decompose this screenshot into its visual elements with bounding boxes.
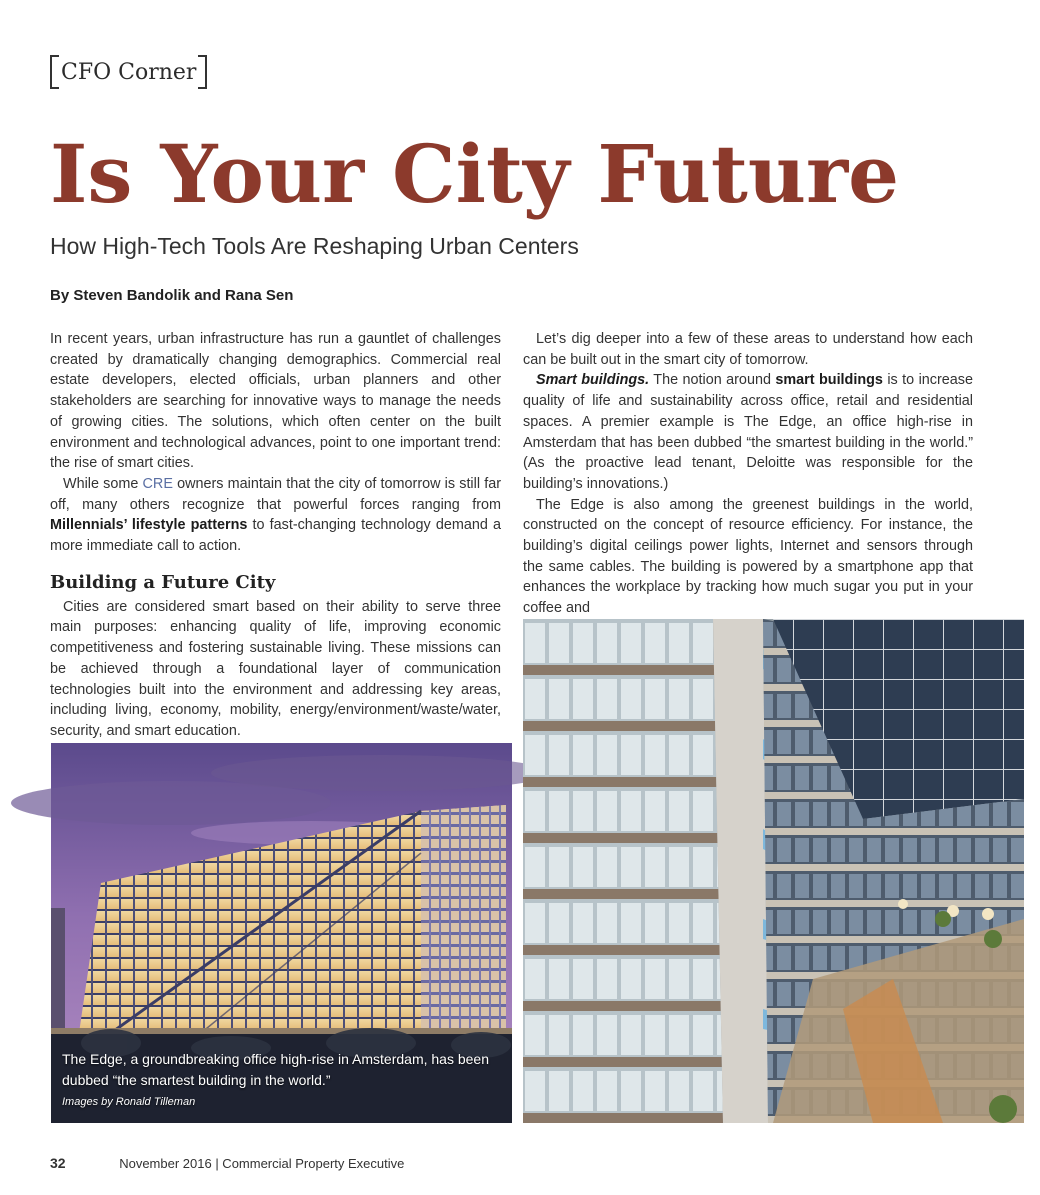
caption-text: The Edge, a groundbreaking office high-rise in Amsterdam, has been dubbed “the smartest building in the world.”	[62, 1051, 489, 1088]
smart-buildings-link[interactable]: smart buildings	[775, 372, 883, 389]
subhead: How High-Tech Tools Are Reshaping Urban Centers	[50, 233, 579, 259]
millennials-link[interactable]: Millennials’ lifestyle patterns	[50, 517, 248, 534]
page-footer	[50, 1155, 404, 1171]
text-run: to fast-changing technology demand a more immediate call to action.	[50, 517, 501, 555]
section-tag-label: CFO Corner	[61, 59, 197, 85]
right-paragraph-3: The Edge is also among the greenest buildings in the world, constructed on the concept of resource efficiency. For instance, the building’s digital ceilings power lights, Internet and sensors through the same cables. The building is powered by a smartphone app that enhances the workplace by tracking how much sugar you put in your coffee and	[523, 496, 973, 617]
cre-link[interactable]: CRE	[142, 475, 173, 492]
text-run: While some	[63, 475, 143, 492]
photo-caption	[62, 1049, 502, 1109]
left-column	[50, 329, 501, 742]
left-paragraph-3: Cities are considered smart based on their ability to serve three main purposes: enhancing quality of life, improving economic competitiveness and fostering sustainable living. These missions can be achieved through a foundational layer of communication technologies built into the environment and addressing key areas, including living, economy, mobility, energy/environment/waste/water, security, and smart education.	[50, 598, 501, 739]
text-run: is to increase quality of life and sustainability across office, retail and residential spaces. A premier example is The Edge, an office high-rise in Amsterdam that has been dubbed “the smartest building in the world.” (As the proactive lead tenant, Deloitte was responsible for the building’s innovations.)	[523, 372, 973, 492]
lead-in: Smart buildings.	[536, 372, 650, 389]
section-tag	[50, 55, 207, 89]
photo-credit: Images by Ronald Tilleman	[62, 1096, 196, 1108]
section-heading: Building a Future City	[50, 571, 276, 593]
text-run: The notion around	[649, 372, 776, 389]
page-number: 32	[50, 1155, 66, 1171]
headline: Is Your City Future	[50, 127, 900, 221]
text-run: owners maintain that the city of tomorrow is still far off, many others recognize that powerful forces ranging from	[50, 475, 501, 513]
byline: By Steven Bandolik and Rana Sen	[50, 287, 294, 304]
left-paragraph-2	[50, 474, 501, 557]
left-paragraph-1: In recent years, urban infrastructure has run a gauntlet of challenges created by dramatically changing demographics. Commercial real estate developers, elected officials, urban planners and other stakeholders are searching for innovative ways to manage the needs of growing cities. The solutions, which often center on the built environment and technological advances, point to one important trend: the rise of smart cities.	[50, 331, 501, 472]
edge-exterior-photo	[51, 743, 512, 1123]
issue-info: November 2016 | Commercial Property Executive	[119, 1156, 405, 1171]
edge-atrium-photo	[523, 619, 1024, 1123]
right-paragraph-2	[523, 370, 973, 494]
right-column	[523, 329, 973, 617]
right-paragraph-1: Let’s dig deeper into a few of these areas to understand how each can be built out in the smart city of tomorrow.	[523, 331, 973, 368]
edge-atrium-image	[523, 619, 1024, 1123]
